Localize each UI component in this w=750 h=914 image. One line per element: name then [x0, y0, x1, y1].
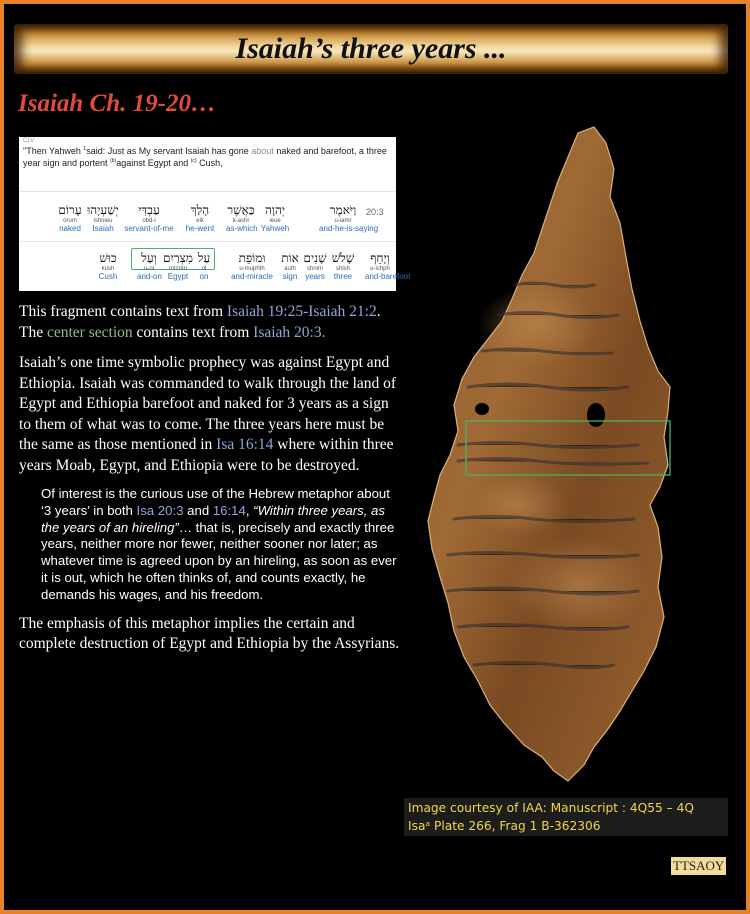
text-run: Isaiah’s one time symbolic prophecy was against Egypt and Ethiopia. Isaiah was commanded to walk through the land of Egypt and Ethiopia barefoot and naked for 3 years as a sign to them of what was to come. The three years here must be the same as those mentioned in	[19, 354, 397, 453]
transliteration: ishoieu	[93, 218, 113, 224]
verse-part: "Then Yahweh	[23, 146, 84, 156]
hebrew-word: עַל	[197, 251, 211, 265]
interlinear-word[interactable]	[226, 203, 256, 233]
gloss: servant-of-me	[124, 224, 174, 233]
transliteration: k-ashr	[232, 218, 250, 224]
hebrew-word: עַבְדִּי	[138, 203, 160, 217]
page-title: Isaiah’s three years ...	[235, 32, 507, 65]
transliteration: obd-i	[142, 218, 156, 224]
hebrew-word: שָׁנִים	[303, 251, 327, 265]
transliteration: u-ol	[143, 266, 154, 272]
hebrew-word: יְשַׁעְיָהוּ	[87, 203, 119, 217]
gloss: Yahweh	[260, 224, 290, 233]
hebrew-word: שָׁלֹשׁ	[331, 251, 355, 265]
hebrew-word: יְהוָה	[264, 203, 286, 217]
hebrew-word: עָרוֹם	[58, 203, 82, 217]
gloss: on	[199, 272, 209, 281]
scripture-link[interactable]: Isa 16:14	[216, 436, 274, 453]
transliteration: shnim	[306, 266, 323, 272]
quote-paragraph	[41, 486, 401, 604]
verse-italic-word: about	[251, 146, 274, 156]
fragment-hole	[475, 403, 489, 415]
transliteration: orum	[63, 218, 77, 224]
hebrew-word: הָלַךְ	[190, 203, 210, 217]
gloss: and-on	[137, 272, 162, 281]
interlinear-word[interactable]	[365, 251, 411, 281]
transliteration: u-muphth	[239, 266, 265, 272]
text-run: Of interest is the curious use of the Hebrew metaphor about ‘3 years’ in both	[41, 486, 390, 518]
verse-number[interactable]: 20:3	[366, 207, 384, 217]
hebrew-word: כּוּשׁ	[99, 251, 117, 265]
hebrew-word: וְעַל	[141, 251, 157, 265]
verse-text	[23, 144, 391, 168]
fragment-outline	[428, 127, 670, 781]
text-run: contains text from	[132, 323, 254, 341]
footnote-marker[interactable]: (b)	[110, 158, 117, 164]
scripture-link[interactable]: Isaiah 19:25-Isaiah 21:2	[226, 303, 377, 320]
text-run: . The	[19, 303, 381, 341]
credit-line-2: Isaᵃ Plate 266, Frag 1 B-362306	[408, 819, 601, 833]
hebrew-word: כַּאֲשֶׁר	[227, 203, 255, 217]
interlinear-panel	[19, 137, 411, 291]
gloss: he-went	[185, 224, 215, 233]
gloss: as-which	[226, 224, 258, 233]
version-tag: CLV	[23, 138, 35, 144]
gloss: Cush	[98, 272, 118, 281]
scroll-fragment-image	[418, 125, 698, 790]
text-run: … that is, precisely and exactly three years, neither more nor fewer, neither sooner nor later; as whatever time is agreed upon by an hireling, as soon as ever it is out, which he often thinks of, and counts exactly, he demands his wages, and his freedom.	[41, 519, 397, 602]
transliteration: ol	[201, 266, 207, 272]
interlinear-word[interactable]	[331, 251, 355, 281]
gloss: three	[333, 272, 353, 281]
interlinear-word[interactable]	[279, 251, 301, 281]
verse-part: against Egypt and	[116, 158, 191, 168]
gloss: and-miracle	[231, 272, 273, 281]
footnote-marker[interactable]: (c)	[190, 158, 197, 164]
interlinear-word[interactable]	[229, 251, 275, 281]
fragment-hole	[587, 403, 605, 427]
gloss: naked	[59, 224, 81, 233]
scripture-link[interactable]: 16:14	[212, 502, 246, 518]
transliteration: kush	[101, 266, 115, 272]
footnote-marker[interactable]: 1	[83, 146, 87, 152]
interlinear-word[interactable]	[303, 251, 327, 281]
interlinear-word[interactable]	[87, 203, 119, 233]
text-run: where within three years Moab, Egypt, and Ethiopia were to be destroyed.	[19, 436, 394, 474]
highlight-text: center section	[46, 323, 133, 341]
transliteration: mtzrim	[169, 266, 187, 272]
scripture-link[interactable]: Isaiah 20:3.	[253, 323, 326, 341]
credit-line-1: Image courtesy of IAA: Manuscript : 4Q55 – 4Q	[408, 801, 694, 815]
scripture-link[interactable]: Isa 20:3	[136, 502, 184, 518]
interlinear-word[interactable]	[121, 203, 177, 233]
verse-part: Cush,	[196, 158, 223, 168]
paragraph-2	[19, 353, 401, 476]
transliteration: ieue	[269, 218, 281, 224]
transliteration: shlsh	[335, 266, 350, 272]
gloss: sign	[282, 272, 298, 281]
transliteration: auth	[284, 266, 296, 272]
text-run: This fragment contains text from	[19, 303, 227, 320]
transliteration: u-ichph	[370, 266, 390, 272]
verse-part: said: Just as My servant Isaiah has gone	[86, 146, 252, 156]
divider	[19, 191, 396, 192]
divider	[19, 241, 396, 242]
gloss: Isaiah	[92, 224, 114, 233]
interlinear-word[interactable]	[95, 251, 121, 281]
paragraph-3: The emphasis of this metaphor implies the certain and complete destruction of Egypt and Ethiopia by the Assyrians.	[19, 614, 400, 653]
gloss: Egypt	[167, 272, 189, 281]
paragraph-1	[19, 302, 401, 343]
hebrew-word: מִצְרַיִם	[163, 251, 193, 265]
verse-part: naked and barefoot, a three year sign and portent	[23, 146, 387, 168]
gloss: and-barefoot	[365, 272, 411, 281]
interlinear-word[interactable]	[55, 203, 85, 233]
interlinear-word[interactable]	[181, 203, 219, 233]
article-body	[19, 302, 401, 665]
title-banner	[14, 24, 728, 74]
gloss: years	[305, 272, 325, 281]
transliteration: elk	[196, 218, 204, 224]
gloss: and-he-is-saying	[319, 224, 379, 233]
text-run: and	[183, 502, 213, 518]
image-credit	[404, 798, 728, 836]
chapter-heading: Isaiah Ch. 19-20…	[18, 90, 216, 117]
interlinear-word[interactable]	[257, 203, 293, 233]
hebrew-word: וּמוֹפֵת	[238, 251, 266, 265]
interlinear-word[interactable]	[196, 251, 212, 281]
site-badge[interactable]: TTSAOY	[673, 858, 725, 873]
hebrew-word: וְיָחֵף	[370, 251, 390, 265]
interlinear-word[interactable]	[137, 251, 161, 281]
transliteration: u-iamr	[334, 218, 352, 224]
italic-quote: “Within three years, as the years of an hireling”	[41, 502, 385, 535]
interlinear-word[interactable]	[163, 251, 193, 281]
hebrew-word: אוֹת	[281, 251, 299, 265]
text-run: ,	[245, 502, 254, 518]
scroll-fragment-svg	[418, 125, 698, 790]
hebrew-word: וַיֹּאמֶר	[329, 203, 357, 217]
